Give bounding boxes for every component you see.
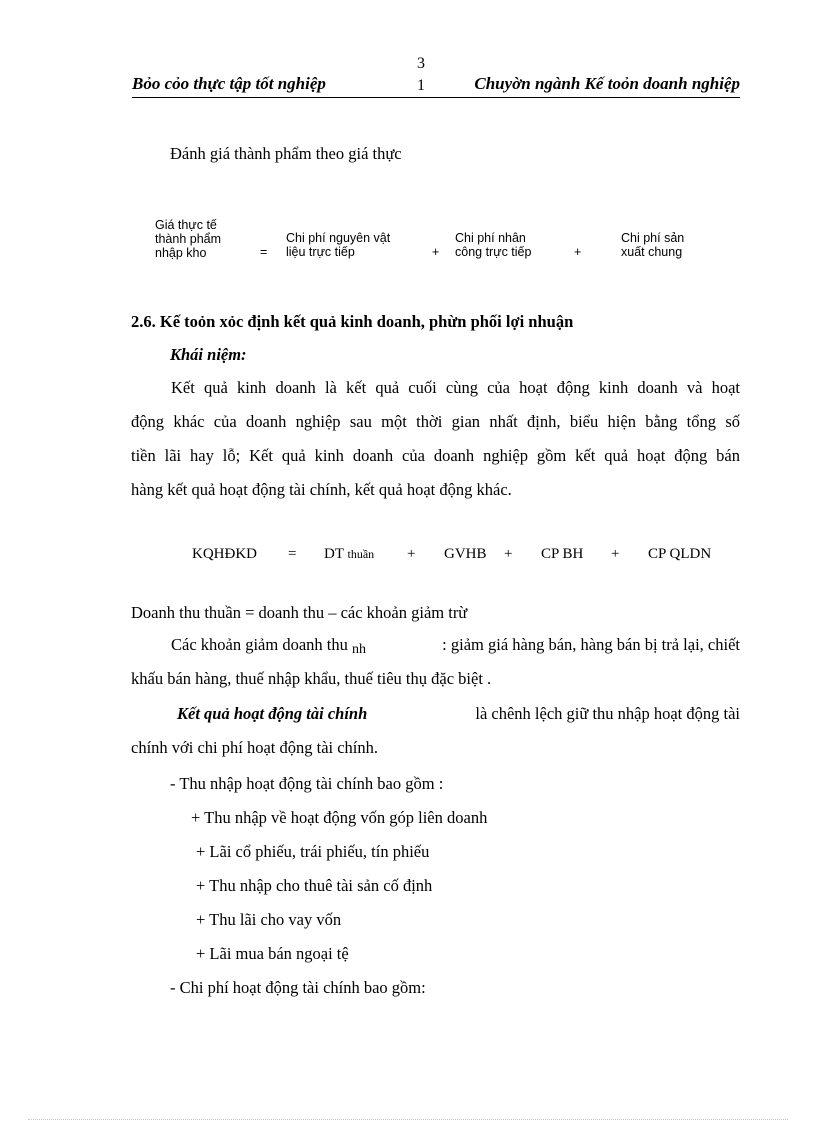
footer-divider xyxy=(28,1119,788,1120)
valuation-heading: Đánh giá thành phẩm theo giá thực xyxy=(170,144,402,163)
formula-term-1-line: liệu trực tiếp xyxy=(286,245,355,259)
formula-plus-1: + xyxy=(432,245,440,259)
formula-term-1 xyxy=(286,231,390,259)
deductions-paragraph xyxy=(131,628,740,696)
formula-term-2-line: công trực tiếp xyxy=(455,245,532,259)
expense-list-heading: - Chi phí hoạt động tài chính bao gồm: xyxy=(170,978,426,997)
financial-result-line-1 xyxy=(131,697,740,731)
income-list-item: + Thu nhập về hoạt động vốn góp liên doanh xyxy=(191,808,488,827)
kq-term-1-sub: thuần xyxy=(347,547,375,561)
formula-term-2 xyxy=(455,231,531,259)
formula-term-2-line: Chi phí nhân xyxy=(455,231,526,245)
financial-result-bold: Kết quả hoạt động tài chính xyxy=(177,704,368,723)
income-list-item: + Lãi cổ phiếu, trái phiếu, tín phiếu xyxy=(196,842,430,861)
concept-label: Khái niệm: xyxy=(170,345,247,364)
section-title: 2.6. Kế toỏn xỏc định kết quả kinh doanh, phừn phối lợi nhuận xyxy=(131,312,574,331)
kq-term-1 xyxy=(324,546,374,563)
kq-op-1: + xyxy=(407,546,416,562)
income-list-item: + Lãi mua bán ngoại tệ xyxy=(196,944,349,963)
header-right-title: Chuyờn ngành Kế toỏn doanh nghiệp xyxy=(474,74,740,93)
formula-lhs-line: nhập kho xyxy=(155,246,207,260)
deductions-text-a: Các khoản giảm doanh thu xyxy=(171,635,348,654)
net-revenue-line: Doanh thu thuần = doanh thu – các khoản giảm trừ xyxy=(131,603,468,622)
deductions-nh: nh xyxy=(352,642,367,657)
deductions-line-1 xyxy=(131,628,740,662)
formula-lhs-line: Giá thực tế xyxy=(155,218,217,232)
kq-eq: = xyxy=(288,546,297,562)
formula-lhs xyxy=(155,218,221,260)
kq-term-1-main: DT xyxy=(324,546,344,562)
header-rule xyxy=(132,97,740,98)
formula-term-3 xyxy=(621,231,684,259)
concept-paragraph xyxy=(131,371,740,507)
kq-term-2: GVHB xyxy=(444,546,487,562)
kq-term-3: CP BH xyxy=(541,546,584,562)
deductions-line-2: khấu bán hàng, thuế nhập khẩu, thuế tiêu thụ đặc biệt . xyxy=(131,669,492,688)
formula-term-1-line: Chi phí nguyên vật xyxy=(286,231,391,245)
deductions-text-b: : giảm giá hàng bán, hàng bán bị trả lại, chiết xyxy=(442,635,740,654)
kq-term-4: CP QLDN xyxy=(648,546,712,562)
page-number-bottom: 1 xyxy=(417,77,425,94)
concept-line: hàng kết quả hoạt động tài chính, kết quả hoạt động khác. xyxy=(131,480,512,499)
page-number-top: 3 xyxy=(417,55,425,72)
formula-equals: = xyxy=(260,245,268,259)
header-left-title: Bỏo cỏo thực tập tốt nghiệp xyxy=(132,74,326,93)
concept-line: tiền lãi hay lỗ; Kết quả kinh doanh của doanh nghiệp gồm kết quả hoạt động bán xyxy=(131,446,740,465)
income-list-item: + Thu lãi cho vay vốn xyxy=(196,910,342,929)
formula-lhs-line: thành phẩm xyxy=(155,232,222,246)
financial-result-rest: là chênh lệch giữ thu nhập hoạt động tài xyxy=(475,704,740,723)
concept-line: động khác của doanh nghiệp sau một thời gian nhất định, biểu hiện bằng tổng số xyxy=(131,412,740,431)
formula-term-3-line: xuất chung xyxy=(621,245,683,259)
kq-op-3: + xyxy=(611,546,620,562)
formula-plus-2: + xyxy=(574,245,582,259)
financial-result-paragraph xyxy=(131,697,740,765)
concept-line: Kết quả kinh doanh là kết quả cuối cùng của hoạt động kinh doanh và hoạt xyxy=(171,378,740,397)
kq-op-2: + xyxy=(504,546,513,562)
formula-term-3-line: Chi phí sản xyxy=(621,231,685,245)
income-list-item: + Thu nhập cho thuê tài sản cố định xyxy=(196,876,433,895)
kq-lhs: KQHĐKD xyxy=(192,546,257,562)
income-list-heading: - Thu nhập hoạt động tài chính bao gồm : xyxy=(170,774,444,793)
financial-result-line-2: chính với chi phí hoạt động tài chính. xyxy=(131,738,379,757)
